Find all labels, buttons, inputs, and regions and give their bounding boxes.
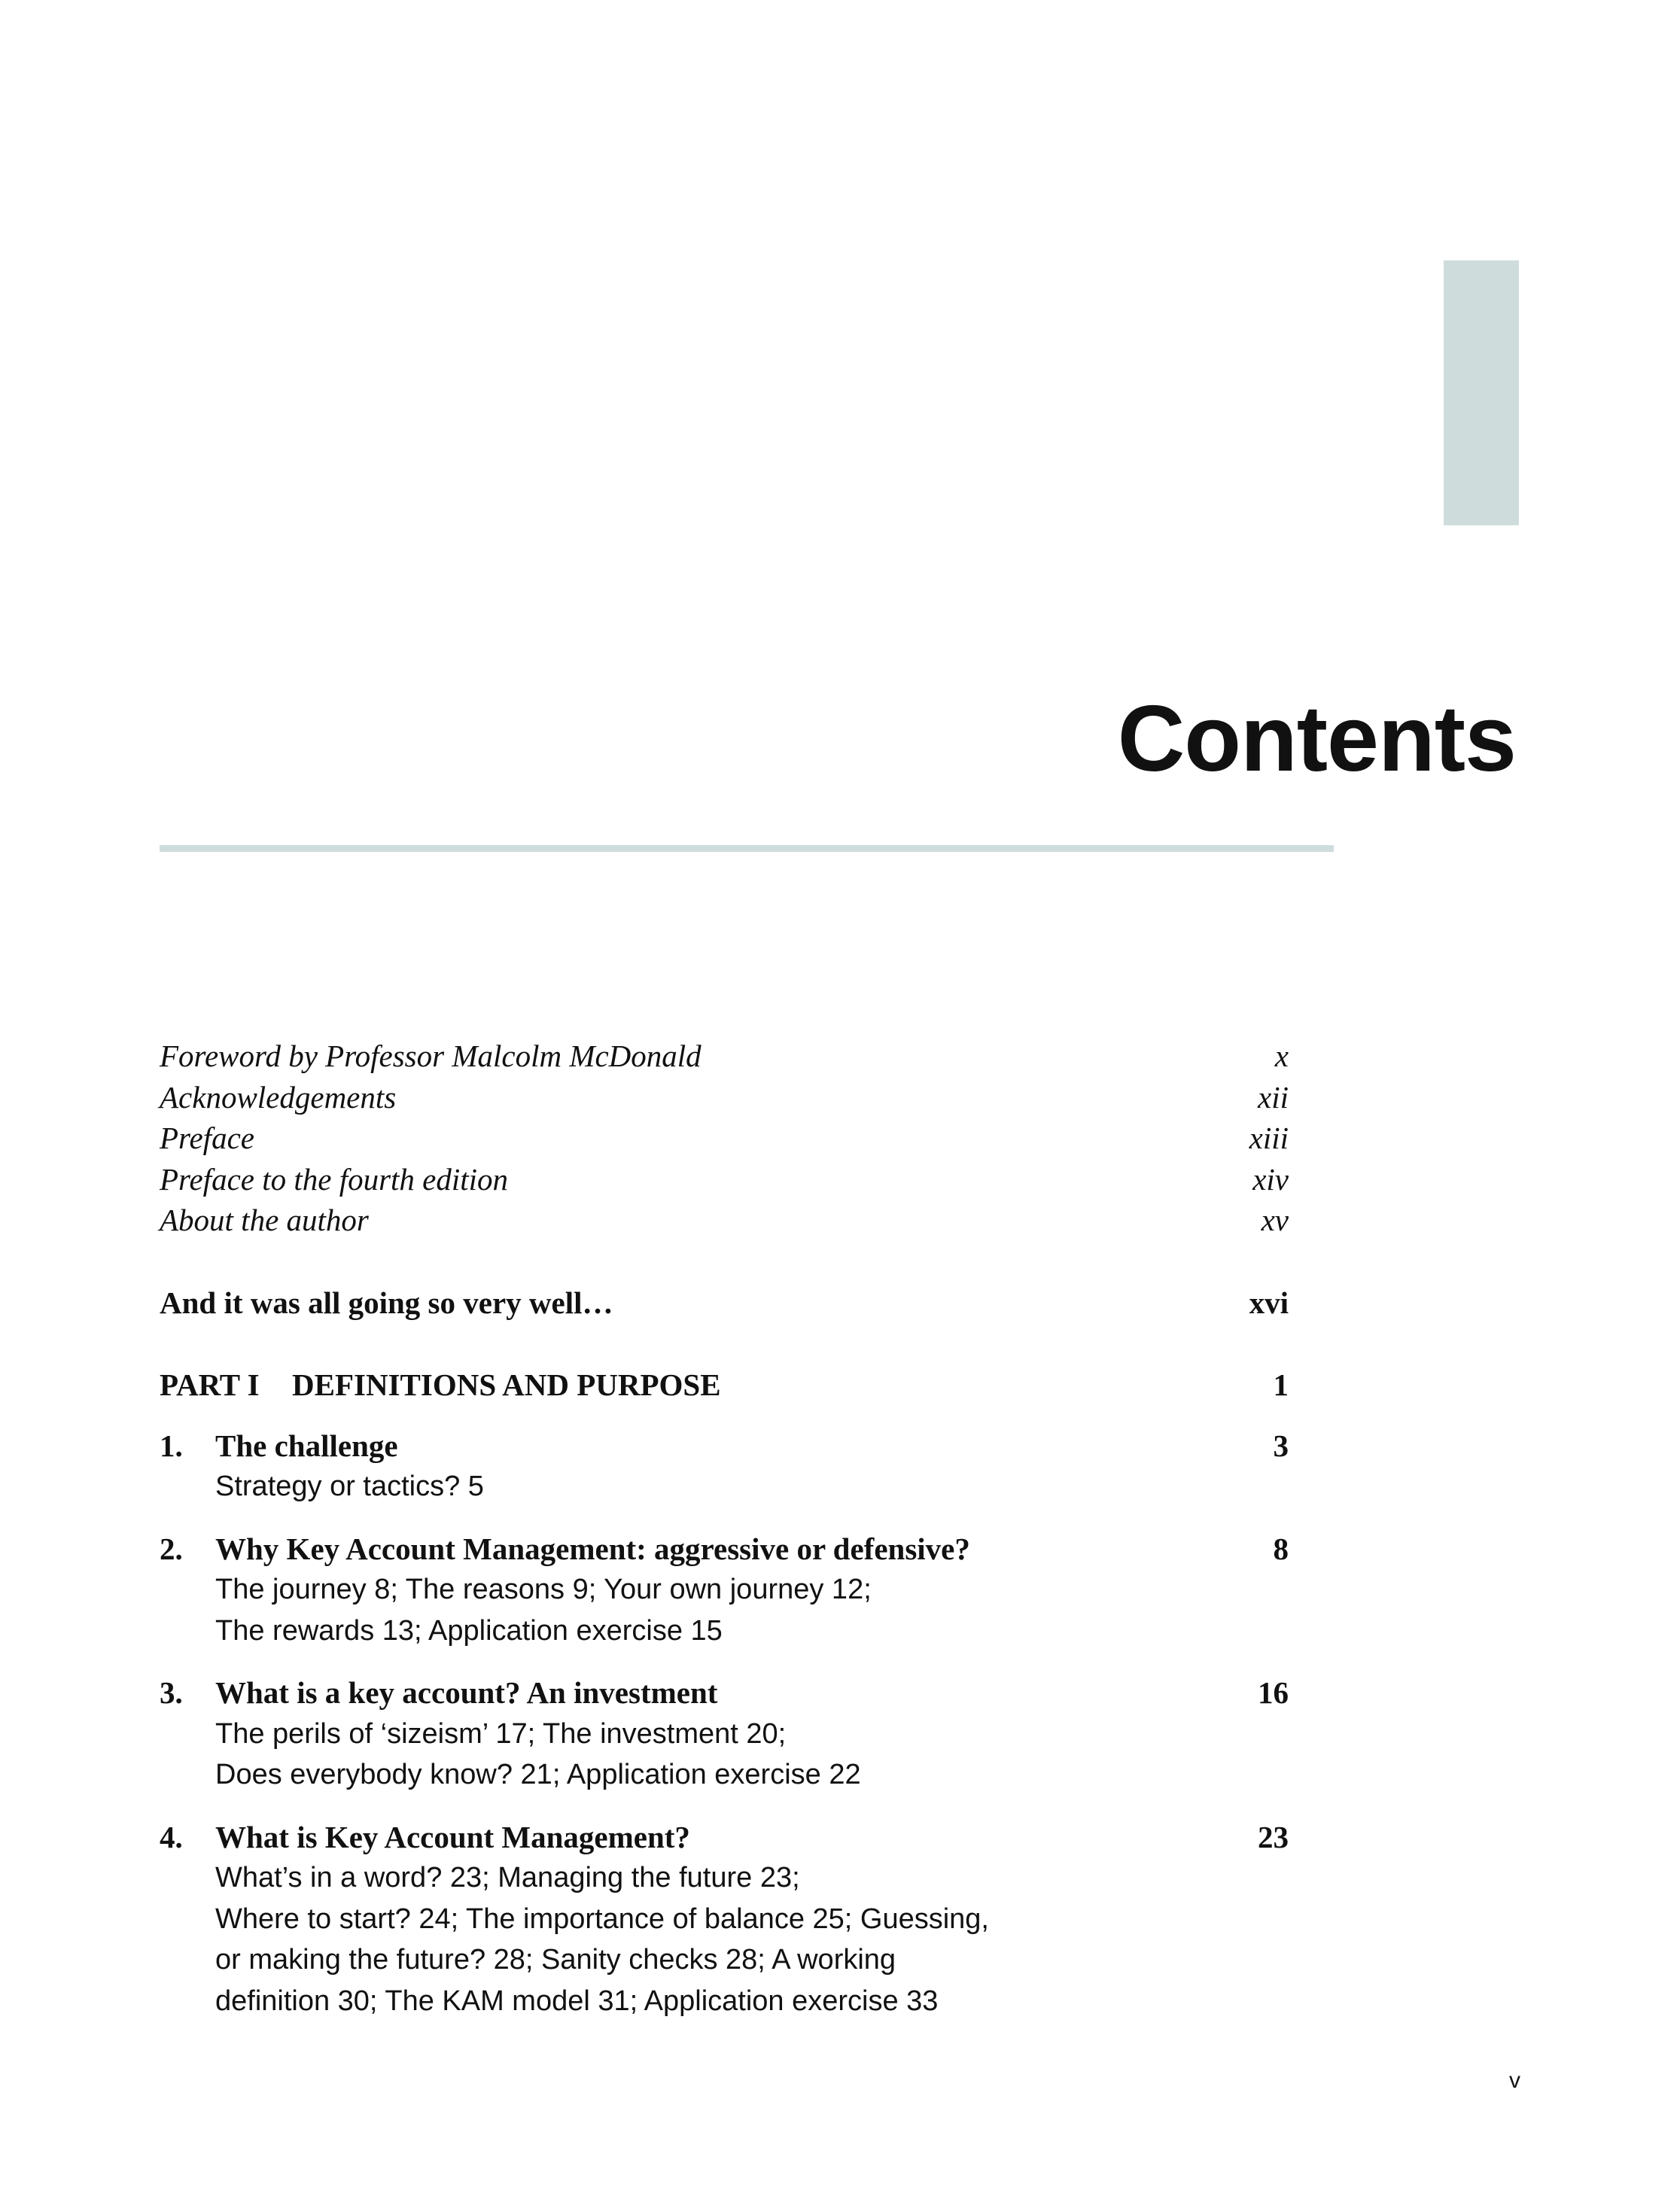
- chapter-subentries: The perils of ‘sizeism’ 17; The investment 20;: [215, 1717, 787, 1750]
- toc-page-number: 1: [1273, 1367, 1289, 1402]
- chapter-title: The challenge: [215, 1428, 398, 1463]
- part-label: PART I: [160, 1367, 260, 1402]
- chapter-subentries: The journey 8; The reasons 9; Your own journey 12;: [215, 1574, 872, 1605]
- toc-entry-title: About the author: [160, 1203, 369, 1237]
- part-title: DEFINITIONS AND PURPOSE: [292, 1367, 721, 1402]
- table-of-contents: [160, 1036, 1289, 2021]
- toc-entry-title: And it was all going so very well…: [160, 1285, 613, 1320]
- chapter-number: 1.: [160, 1428, 183, 1463]
- toc-front-matter-item[interactable]: [160, 1159, 1289, 1200]
- toc-page-number: xiv: [1252, 1161, 1289, 1197]
- chapter-number: 3.: [160, 1675, 183, 1710]
- toc-front-matter-item[interactable]: [160, 1077, 1289, 1118]
- chapter-subentries: or making the future? 28; Sanity checks 28; A working: [215, 1944, 896, 1976]
- chapter-title: Why Key Account Management: aggressive or defensive?: [215, 1531, 970, 1566]
- page-title: Contents: [1117, 687, 1516, 791]
- toc-entry-title: Preface to the fourth edition: [160, 1161, 509, 1197]
- toc-page-number: xv: [1261, 1203, 1289, 1237]
- toc-front-matter-item[interactable]: [160, 1118, 1289, 1159]
- chapter-title: What is a key account? An investment: [215, 1675, 718, 1710]
- toc-page-number: 23: [1258, 1819, 1289, 1854]
- page-folio: v: [1509, 2068, 1520, 2093]
- toc-page-number: 8: [1273, 1531, 1289, 1566]
- toc-page-number: xvi: [1249, 1285, 1289, 1320]
- chapter-subentries: Where to start? 24; The importance of balance 25; Guessing,: [215, 1903, 989, 1935]
- toc-front-matter-item[interactable]: [160, 1036, 1289, 1077]
- toc-chapter-3[interactable]: [160, 1672, 1289, 1796]
- chapter-number: 4.: [160, 1819, 183, 1854]
- toc-part-heading[interactable]: [160, 1364, 1289, 1406]
- chapter-subentries: The rewards 13; Application exercise 15: [215, 1614, 723, 1647]
- toc-page-number: 16: [1258, 1675, 1289, 1710]
- toc-chapter-2[interactable]: [160, 1528, 1289, 1652]
- toc-entry-title: Preface: [160, 1121, 254, 1155]
- toc-front-matter-item[interactable]: [160, 1200, 1289, 1241]
- chapter-subentries: definition 30; The KAM model 31; Application exercise 33: [215, 1985, 939, 2017]
- toc-chapter-4[interactable]: [160, 1817, 1289, 2022]
- toc-page-number: x: [1274, 1039, 1289, 1073]
- chapter-subentries: Does everybody know? 21; Application exercise 22: [215, 1759, 861, 1790]
- toc-chapter-1[interactable]: [160, 1425, 1289, 1507]
- title-rule: [160, 845, 1334, 852]
- toc-page-number: xiii: [1249, 1121, 1289, 1155]
- chapter-title: What is Key Account Management?: [215, 1819, 690, 1854]
- toc-page-number: 3: [1273, 1428, 1289, 1463]
- toc-entry-title: Acknowledgements: [160, 1079, 397, 1115]
- chapter-number: 2.: [160, 1531, 183, 1566]
- toc-entry-title: Foreword by Professor Malcolm McDonald: [160, 1039, 702, 1073]
- toc-page-number: xii: [1258, 1079, 1289, 1115]
- chapter-subentries: What’s in a word? 23; Managing the future 23;: [215, 1862, 800, 1893]
- chapter-subentries: Strategy or tactics? 5: [215, 1471, 484, 1502]
- toc-intro-item[interactable]: [160, 1282, 1289, 1324]
- section-tab-block: [1444, 260, 1519, 525]
